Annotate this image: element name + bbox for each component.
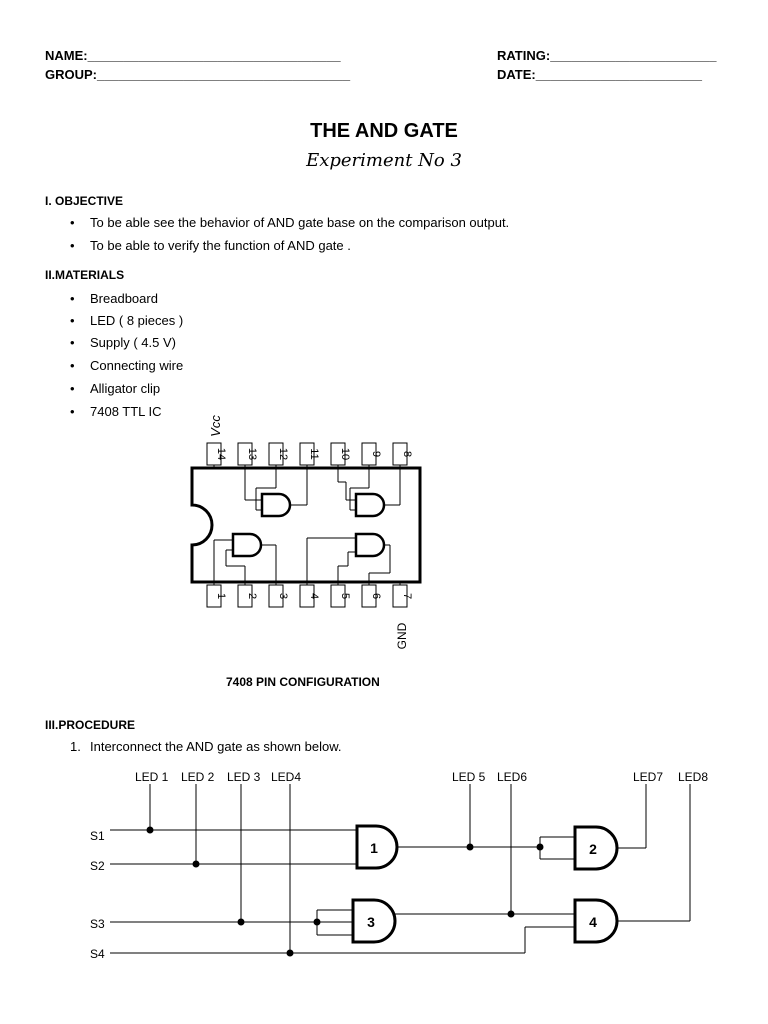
objective-heading: I. OBJECTIVE bbox=[45, 194, 124, 208]
pin-number: 9 bbox=[370, 450, 382, 458]
page-title: THE AND GATE bbox=[310, 120, 458, 142]
junction-dot bbox=[314, 919, 321, 926]
led-label: LED 2 bbox=[181, 770, 215, 784]
objective-item: To be able to verify the function of AND gate . bbox=[90, 238, 351, 253]
bullet-icon: • bbox=[70, 215, 75, 230]
date-field-label: DATE:_______________________ bbox=[497, 67, 703, 82]
and-gate-icon bbox=[356, 494, 384, 516]
pin-number: 4 bbox=[308, 592, 320, 600]
gnd-label: GND bbox=[395, 622, 409, 650]
pin-number: 14 bbox=[215, 447, 227, 461]
led-label: LED4 bbox=[271, 770, 302, 784]
procedure-heading: III.PROCEDURE bbox=[45, 718, 136, 732]
and-gate-icon bbox=[233, 534, 261, 556]
pin-number: 7 bbox=[401, 592, 413, 600]
pin-number: 2 bbox=[246, 592, 258, 600]
bullet-icon: • bbox=[70, 404, 75, 419]
gate-number: 1 bbox=[370, 840, 378, 856]
pin-number: 1 bbox=[215, 592, 227, 600]
bullet-icon: • bbox=[70, 358, 75, 373]
material-item: Supply ( 4.5 V) bbox=[90, 335, 176, 350]
procedure-step-text: Interconnect the AND gate as shown below. bbox=[90, 739, 342, 754]
junction-dot bbox=[508, 911, 515, 918]
pin-configuration-caption: 7408 PIN CONFIGURATION bbox=[226, 675, 380, 689]
bullet-icon: • bbox=[70, 381, 75, 396]
pin-number: 5 bbox=[339, 592, 351, 600]
and-gate-circuit-diagram bbox=[0, 760, 768, 980]
bullet-icon: • bbox=[70, 238, 75, 253]
material-item: 7408 TTL IC bbox=[90, 404, 162, 419]
bullet-icon: • bbox=[70, 313, 75, 328]
gate-number: 3 bbox=[367, 914, 375, 930]
pin-number: 10 bbox=[339, 447, 351, 461]
led-label: LED8 bbox=[678, 770, 709, 784]
led-label: LED6 bbox=[497, 770, 528, 784]
pin-number: 13 bbox=[246, 447, 258, 461]
switch-label: S4 bbox=[90, 947, 105, 961]
switch-label: S3 bbox=[90, 917, 105, 931]
material-item: Alligator clip bbox=[90, 381, 161, 396]
junction-dot bbox=[467, 844, 474, 851]
objective-item: To be able see the behavior of AND gate base on the comparison output. bbox=[90, 215, 510, 230]
material-item: LED ( 8 pieces ) bbox=[90, 313, 184, 328]
led-label: LED 1 bbox=[135, 770, 169, 784]
junction-dot bbox=[537, 844, 544, 851]
group-field-label: GROUP:___________________________________ bbox=[45, 67, 351, 82]
pin-number: 12 bbox=[277, 447, 289, 461]
led-label: LED 3 bbox=[227, 770, 261, 784]
step-number: 1. bbox=[70, 739, 81, 754]
gate-number: 4 bbox=[589, 914, 597, 930]
and-gate-icon bbox=[262, 494, 290, 516]
materials-heading: II.MATERIALS bbox=[45, 268, 125, 282]
led-label: LED7 bbox=[633, 770, 664, 784]
bullet-icon: • bbox=[70, 291, 75, 306]
switch-label: S2 bbox=[90, 859, 105, 873]
ic-7408-pinout-diagram bbox=[180, 408, 440, 658]
junction-dot bbox=[147, 827, 154, 834]
pin-number: 6 bbox=[370, 592, 382, 600]
led-label: LED 5 bbox=[452, 770, 486, 784]
gate-number: 2 bbox=[589, 841, 597, 857]
experiment-subtitle: Experiment No 3 bbox=[306, 150, 462, 171]
name-field-label: NAME:___________________________________ bbox=[45, 48, 341, 63]
pin-number: 8 bbox=[401, 450, 413, 458]
material-item: Breadboard bbox=[90, 291, 158, 306]
junction-dot bbox=[238, 919, 245, 926]
pin-number: 3 bbox=[277, 592, 289, 600]
rating-field-label: RATING:_______________________ bbox=[497, 48, 717, 63]
and-gate-icon bbox=[356, 534, 384, 556]
material-item: Connecting wire bbox=[90, 358, 184, 373]
pin-number: 11 bbox=[308, 448, 320, 460]
bullet-icon: • bbox=[70, 335, 75, 350]
junction-dot bbox=[193, 861, 200, 868]
junction-dot bbox=[287, 950, 294, 957]
vcc-label: Vcc bbox=[208, 415, 223, 437]
switch-label: S1 bbox=[90, 829, 105, 843]
